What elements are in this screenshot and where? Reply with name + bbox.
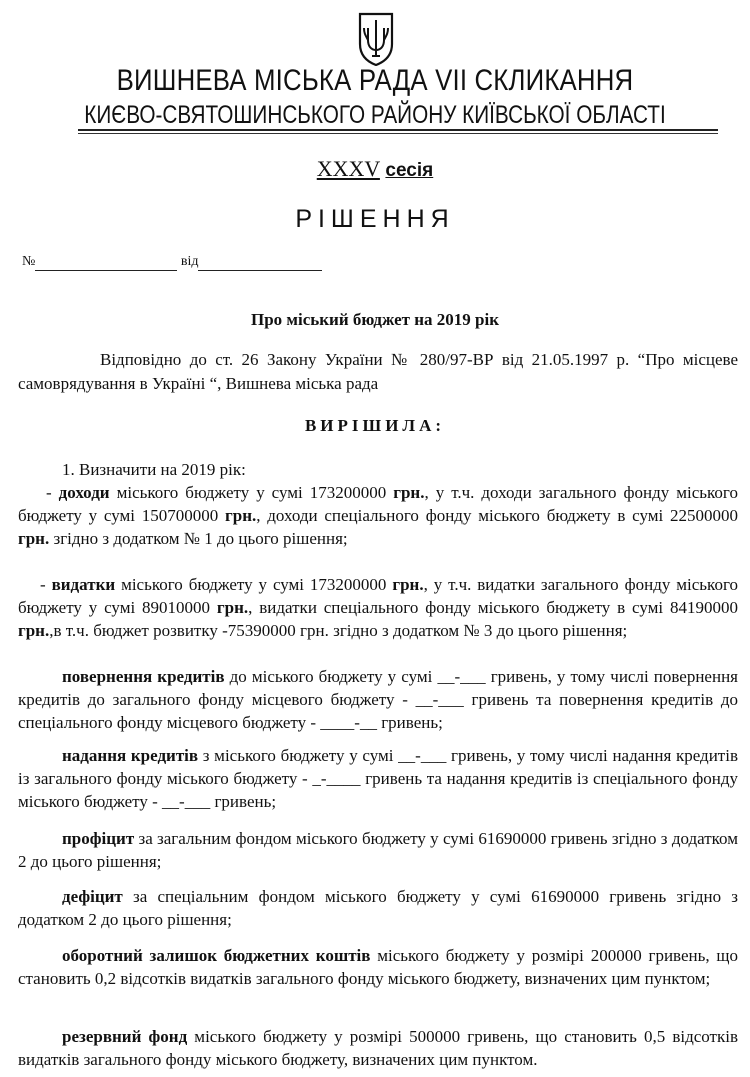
income-unit-1: грн.: [393, 483, 425, 502]
deficit-text: за спеціальним фондом міського бюджету у сумі 61690000 гривень згідно з додатком 2 до цього рішення;: [18, 887, 738, 929]
income-text-4: згідно з додатком № 1 до цього рішення;: [49, 529, 348, 548]
number-date-line: [22, 254, 322, 271]
header-rule-thin: [78, 133, 718, 134]
working-balance-paragraph: [18, 944, 738, 990]
reserve-fund-text: міського бюджету у розмірі 500000 гривень, що становить 0,5 відсотків видатків загального фонду міського бюджету, визначених цим пунктом.: [18, 1027, 738, 1069]
expenses-text-1: міського бюджету у сумі 173200000: [115, 575, 393, 594]
income-term: доходи: [58, 483, 110, 502]
income-paragraph: [18, 481, 738, 550]
date-label: від: [180, 254, 199, 269]
session-title: [0, 156, 750, 182]
item-1: [18, 458, 738, 481]
income-text-3: , доходи спеціального фонду міського бюджету в сумі 22500000: [256, 506, 738, 525]
number-blank: [35, 254, 177, 271]
reserve-fund-term: резервний фонд: [62, 1027, 188, 1046]
session-number: XXXV: [316, 156, 380, 181]
loan-repayment-term: повернення кредитів: [62, 667, 225, 686]
number-label: №: [22, 254, 36, 269]
working-balance-term: оборотний залишок бюджетних коштів: [62, 946, 371, 965]
resolved-heading: ВИРІШИЛА:: [304, 416, 446, 435]
decision-heading: Про міський бюджет на 2019 рік: [250, 310, 500, 329]
expenses-unit-3: грн.: [18, 621, 50, 640]
income-unit-3: грн.: [18, 529, 50, 548]
district-name: КИЄВО-СВЯТОШИНСЬКОГО РАЙОНУ КИЇВСЬКОЇ ОБЛАСТІ: [84, 101, 666, 129]
expenses-text-2: , у т.ч. видатки загального фонду міського бюджету у сумі 89010000: [18, 575, 738, 617]
council-name: ВИШНЕВА МІСЬКА РАДА VII СКЛИКАННЯ: [116, 64, 634, 97]
income-unit-2: грн.: [225, 506, 257, 525]
expenses-unit-2: грн.: [216, 598, 249, 617]
loan-repayment-text: до міського бюджету у сумі __-___ гривень, у тому числі повернення кредитів до загального фонду місцевого бюджету - __-___ гривень та повернення кредитів до спеціального фонду місцевого бюджету - ____-__ гривень;: [18, 667, 738, 732]
header-rule: [78, 129, 718, 131]
session-label: сесія: [385, 160, 434, 181]
deficit-term: дефіцит: [62, 887, 123, 906]
surplus-paragraph: [18, 827, 738, 873]
decision-title: РІШЕННЯ: [295, 205, 455, 233]
surplus-text: за загальним фондом міського бюджету у сумі 61690000 гривень згідно з додатком 2 до цього рішення;: [18, 829, 738, 871]
expenses-text-4: ,в т.ч. бюджет розвитку -75390000 грн. згідно з додатком № 3 до цього рішення;: [49, 621, 628, 640]
expenses-text-3: , видатки спеціального фонду міського бюджету в сумі 84190000: [248, 598, 738, 617]
expenses-dash: -: [40, 575, 52, 594]
loan-repayment-paragraph: [18, 665, 738, 734]
working-balance-text: міського бюджету у розмірі 200000 гривень, що становить 0,2 відсотків видатків загального фонду міського бюджету, визначених цим пунктом;: [18, 946, 738, 988]
expenses-term: видатки: [51, 575, 116, 594]
deficit-paragraph: [18, 885, 738, 931]
loan-provision-term: надання кредитів: [62, 746, 199, 765]
trident-coat-of-arms-icon: [356, 10, 396, 66]
surplus-term: профіцит: [62, 829, 135, 848]
income-text-1: міського бюджету у сумі 173200000: [109, 483, 394, 502]
expenses-unit-1: грн.: [392, 575, 424, 594]
intro-paragraph: [18, 348, 738, 396]
loan-provision-paragraph: [18, 744, 738, 813]
loan-provision-text: з міського бюджету у сумі __-___ гривень, у тому числі надання кредитів із загального фонду міського бюджету - _-____ гривень та надання кредитів із спеціального фонду міського бюджету - __-___ гривень;: [18, 746, 738, 811]
intro-text: Відповідно до ст. 26 Закону України № 280/97-ВР від 21.05.1997 р. “Про місцеве самоврядування в Україні “, Вишнева міська рада: [18, 350, 738, 393]
reserve-fund-paragraph: [18, 1025, 738, 1071]
date-blank: [198, 254, 322, 271]
expenses-paragraph: [18, 573, 738, 642]
income-text-2: , у т.ч. доходи загального фонду міського бюджету у сумі 150700000: [18, 483, 738, 525]
income-dash: -: [46, 483, 59, 502]
item-1-text: 1. Визначити на 2019 рік:: [62, 460, 246, 479]
